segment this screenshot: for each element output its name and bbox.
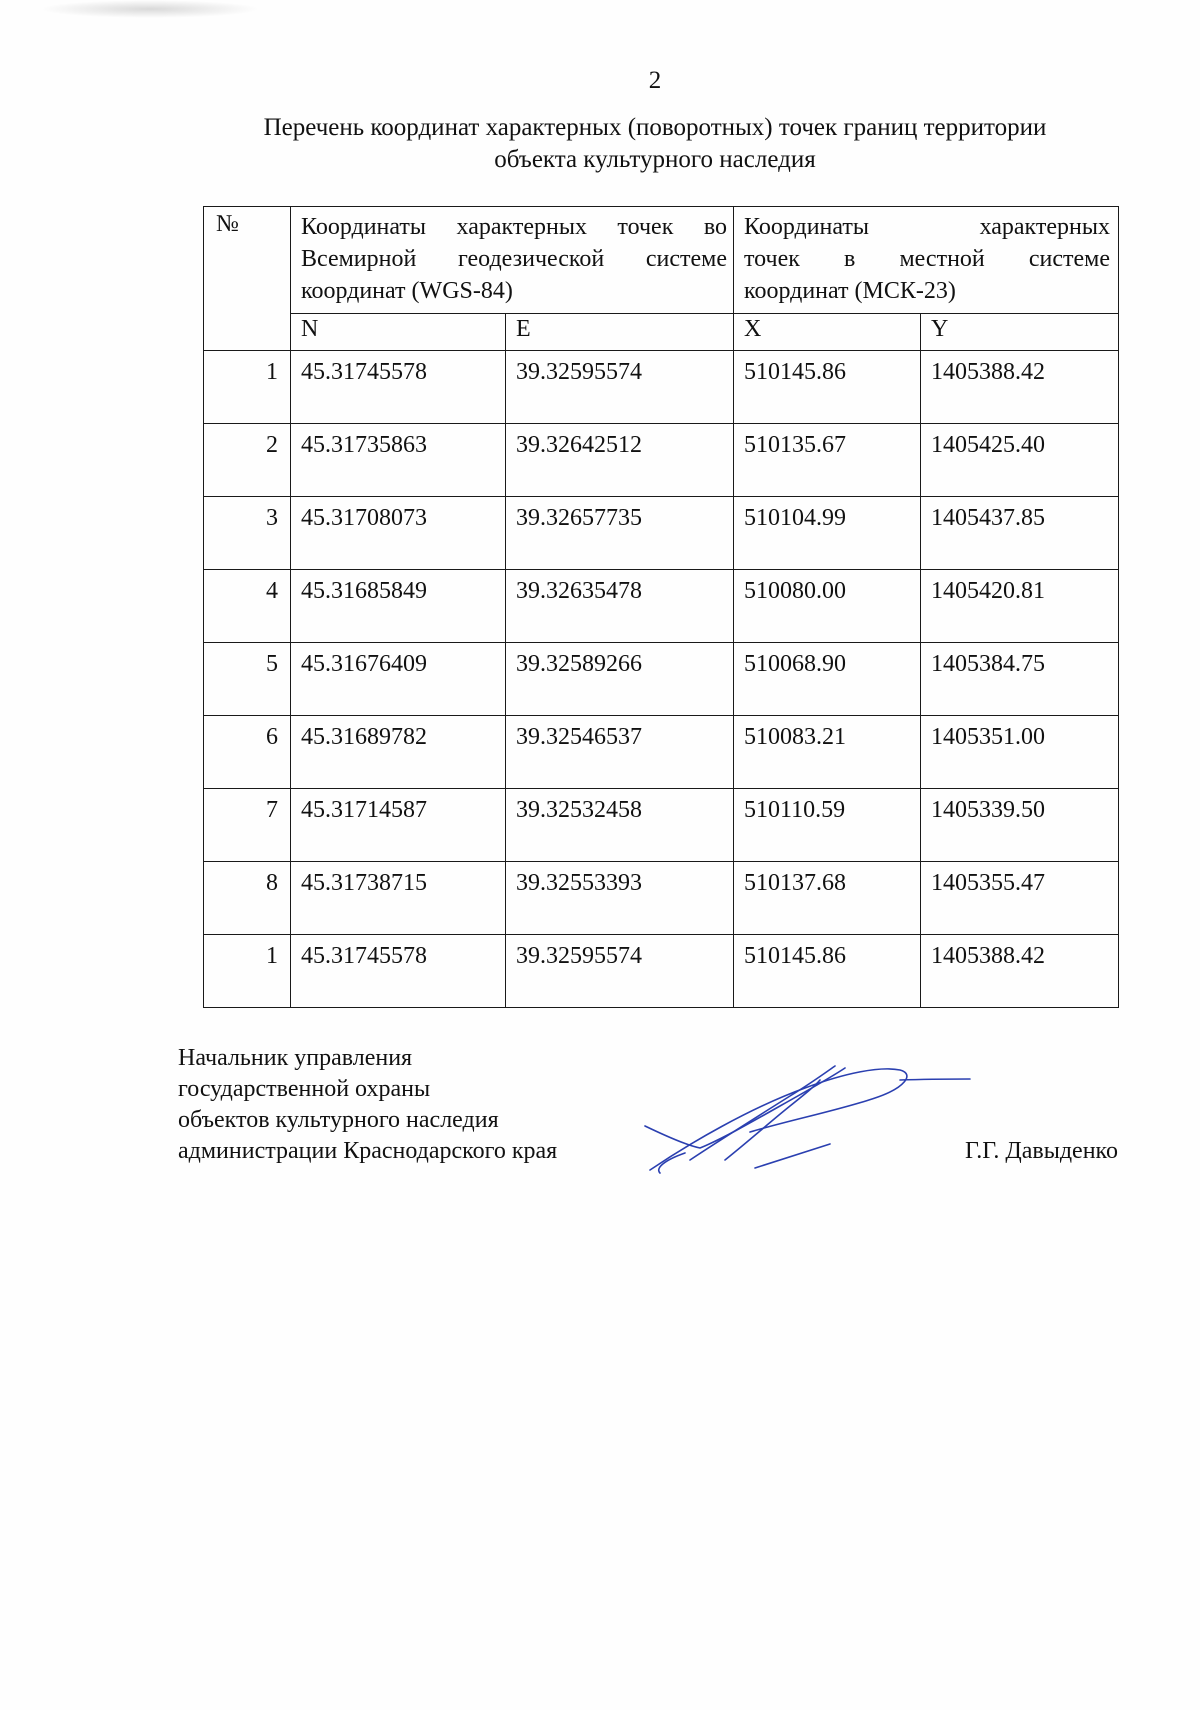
- msk-x-cell: 510110.59: [734, 789, 921, 862]
- msk-y-cell: 1405388.42: [921, 351, 1119, 424]
- msk-y-cell: 1405425.40: [921, 424, 1119, 497]
- position-line-3: объектов культурного наследия: [178, 1107, 499, 1133]
- header-msk23-line-2: точек в местной системе: [744, 246, 1111, 272]
- table-row: [204, 716, 1119, 789]
- signer-name: Г.Г. Давыденко: [965, 1138, 1118, 1164]
- title-line-2: объекта культурного наследия: [494, 146, 816, 173]
- table-row: [204, 935, 1119, 1008]
- msk-y-cell: 1405384.75: [921, 643, 1119, 716]
- position-line-1: Начальник управления: [178, 1045, 413, 1071]
- document-title: [150, 112, 1160, 176]
- msk-x-cell: 510145.86: [734, 935, 921, 1008]
- msk-x-cell: 510137.68: [734, 862, 921, 935]
- subheader-n: N: [291, 314, 506, 351]
- header-number: №: [204, 207, 291, 351]
- point-number-cell: 1: [204, 351, 291, 424]
- point-number-cell: 5: [204, 643, 291, 716]
- table-row: [204, 570, 1119, 643]
- point-number-cell: 2: [204, 424, 291, 497]
- point-number-cell: 8: [204, 862, 291, 935]
- msk-y-cell: 1405437.85: [921, 497, 1119, 570]
- msk-x-cell: 510104.99: [734, 497, 921, 570]
- msk-y-cell: 1405339.50: [921, 789, 1119, 862]
- msk-x-cell: 510083.21: [734, 716, 921, 789]
- wgs-e-cell: 39.32546537: [506, 716, 734, 789]
- handwritten-signature: [630, 1048, 980, 1178]
- subheader-y: Y: [921, 314, 1119, 351]
- wgs-e-cell: 39.32642512: [506, 424, 734, 497]
- wgs-n-cell: 45.31685849: [291, 570, 506, 643]
- wgs-e-cell: 39.32595574: [506, 935, 734, 1008]
- table-row: [204, 351, 1119, 424]
- msk-x-cell: 510135.67: [734, 424, 921, 497]
- msk-y-cell: 1405351.00: [921, 716, 1119, 789]
- title-line-1: Перечень координат характерных (поворотных) точек границ территории: [263, 114, 1047, 141]
- wgs-e-cell: 39.32532458: [506, 789, 734, 862]
- table-header-row: [204, 207, 1119, 314]
- wgs-n-cell: 45.31689782: [291, 716, 506, 789]
- table-subheader-row: [204, 314, 1119, 351]
- wgs-n-cell: 45.31708073: [291, 497, 506, 570]
- subheader-e: E: [506, 314, 734, 351]
- wgs-n-cell: 45.31738715: [291, 862, 506, 935]
- msk-x-cell: 510145.86: [734, 351, 921, 424]
- header-msk23-line-1: Координаты характерных: [744, 214, 1111, 240]
- msk-x-cell: 510068.90: [734, 643, 921, 716]
- msk-x-cell: 510080.00: [734, 570, 921, 643]
- wgs-n-cell: 45.31676409: [291, 643, 506, 716]
- wgs-e-cell: 39.32657735: [506, 497, 734, 570]
- msk-y-cell: 1405388.42: [921, 935, 1119, 1008]
- table-row: [204, 424, 1119, 497]
- wgs-n-cell: 45.31745578: [291, 351, 506, 424]
- header-wgs84: Координаты характерных точек во Всемирной геодезической системе координат (WGS-84): [291, 207, 734, 314]
- table-row: [204, 497, 1119, 570]
- page-number: 2: [648, 67, 662, 94]
- msk-y-cell: 1405420.81: [921, 570, 1119, 643]
- point-number-cell: 3: [204, 497, 291, 570]
- subheader-x: X: [734, 314, 921, 351]
- wgs-e-cell: 39.32589266: [506, 643, 734, 716]
- wgs-e-cell: 39.32553393: [506, 862, 734, 935]
- point-number-cell: 4: [204, 570, 291, 643]
- header-msk23: [734, 207, 1119, 314]
- wgs-n-cell: 45.31735863: [291, 424, 506, 497]
- scan-artifact: [40, 0, 260, 18]
- position-line-2: государственной охраны: [178, 1076, 431, 1102]
- wgs-e-cell: 39.32595574: [506, 351, 734, 424]
- coordinates-table: [203, 206, 1119, 1008]
- wgs-n-cell: 45.31714587: [291, 789, 506, 862]
- point-number-cell: 7: [204, 789, 291, 862]
- table-row: [204, 643, 1119, 716]
- wgs-e-cell: 39.32635478: [506, 570, 734, 643]
- table-row: [204, 862, 1119, 935]
- point-number-cell: 1: [204, 935, 291, 1008]
- point-number-cell: 6: [204, 716, 291, 789]
- position-line-4: администрации Краснодарского края: [178, 1138, 558, 1164]
- table-row: [204, 789, 1119, 862]
- wgs-n-cell: 45.31745578: [291, 935, 506, 1008]
- header-msk23-line-3: координат (МСК-23): [744, 278, 956, 304]
- msk-y-cell: 1405355.47: [921, 862, 1119, 935]
